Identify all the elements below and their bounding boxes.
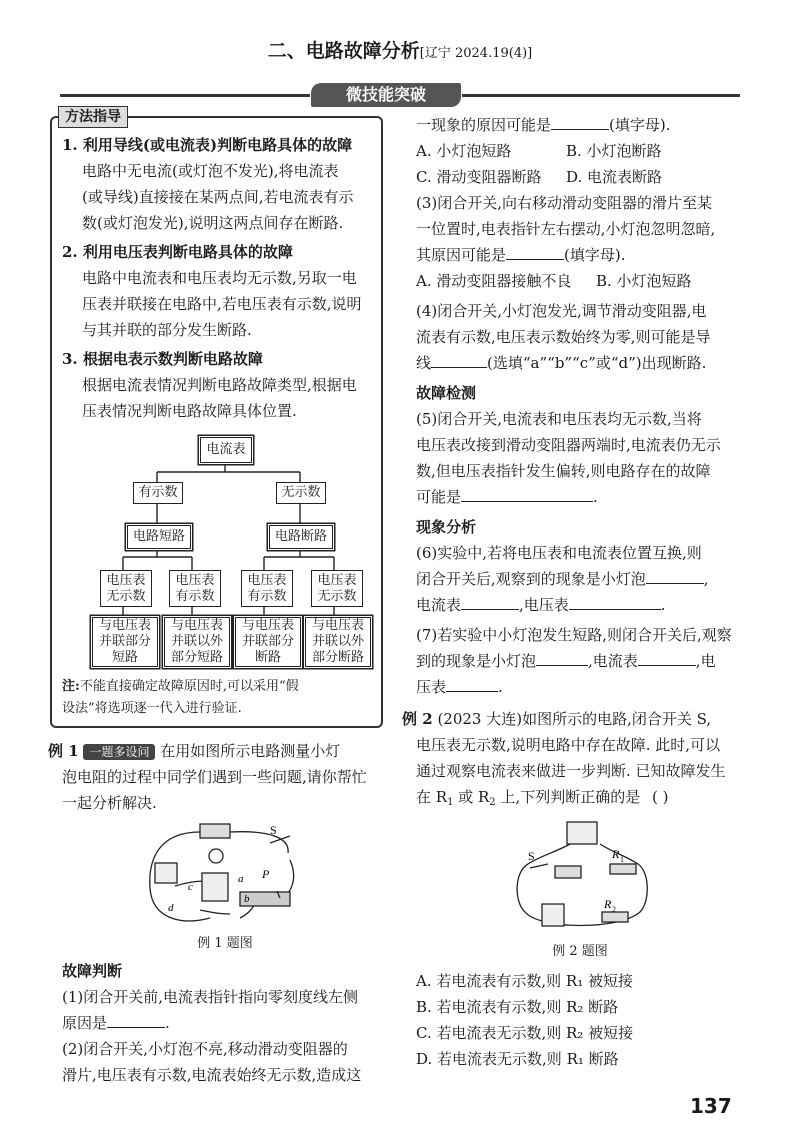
question-text: (5)闭合开关,电流表和电压表均无示数,当将 [416, 410, 702, 428]
flow-no-reading: 无示数 [276, 482, 326, 504]
option-b[interactable]: B. 小灯泡短路 [596, 272, 692, 290]
figure-label-r1: R [612, 847, 620, 861]
answer-blank[interactable] [431, 351, 487, 368]
question-text: 可能是 [416, 488, 462, 506]
question-text: 电压表改接到滑动变阻器两端时,电流表仍无示 [416, 436, 721, 454]
question-text: 其原因可能是 [416, 246, 507, 264]
option-b[interactable]: B. 若电流表有示数,则 R₂ 断路 [416, 998, 619, 1016]
section-heading: 现象分析 [416, 518, 477, 536]
flow-result: 与电压表并联部分断路 [235, 617, 301, 667]
example-2-text: 通过观察电流表来做进一步判断. 已知故障发生 [416, 762, 726, 780]
question-text: ,电压表 [519, 596, 569, 614]
question-text: 线 [416, 354, 432, 372]
method-tag: 方法指导 [58, 106, 128, 128]
source-tag: [辽宁 2024.19(4)] [419, 46, 533, 61]
answer-blank[interactable] [638, 649, 696, 666]
example-2-text: 在 R [416, 788, 448, 806]
example-1-text: 一起分析解决. [62, 794, 157, 812]
figure-label-d: d [168, 902, 174, 914]
flow-result: 与电压表并联部分短路 [92, 617, 158, 667]
question-text: ,电 [695, 652, 716, 670]
figure-label-r2: R [604, 897, 612, 911]
answer-blank[interactable] [461, 593, 519, 610]
method-point-2-line: 电路中电流表和电压表均无示数,另取一电 [82, 269, 357, 287]
banner: 微技能突破 [311, 83, 461, 107]
flow-open-circuit: 电路断路 [269, 525, 333, 549]
figure-label-s: S [528, 849, 535, 863]
question-text: 原因是 . [62, 1010, 170, 1036]
note-label: 注: [62, 679, 80, 694]
method-point-2-line: 压表并联接在电路中,若电压表有示数,说明 [82, 295, 362, 313]
question-text: 压表 . [416, 674, 503, 700]
question-text: 原因是 [62, 1014, 108, 1032]
figure-caption: 例 2 题图 [552, 944, 608, 959]
example-2-line [402, 706, 711, 732]
question-text: 可能是 . [416, 484, 598, 510]
divider-left [60, 94, 310, 97]
flow-result: 与电压表并联以外部分断路 [305, 617, 371, 667]
flow-voltmeter-has: 电压表有示数 [241, 570, 293, 607]
question-text: 电流表 ,电压表 . [416, 592, 666, 618]
question-text: 滑片,电压表有示数,电流表始终无示数,造成这 [62, 1066, 362, 1084]
example-2-text: 在 $R_1$ 或 $R_2$ 上,下列判断正确的是 [416, 788, 641, 808]
question-text: ,电流表 [588, 652, 638, 670]
figure-label-b: b [244, 893, 250, 905]
question-text: 流表有示数,电压表示数始终为零,则可能是导 [416, 328, 711, 346]
divider-right [462, 94, 740, 97]
method-point-1-line: 数(或灯泡发光),说明这两点间存在断路. [82, 214, 344, 232]
page-number: 137 [690, 1094, 732, 1118]
figure-label-p: P [262, 867, 270, 881]
question-text: 一现象的原因可能是 [416, 116, 552, 134]
answer-blank[interactable] [107, 1011, 165, 1028]
option-d[interactable]: D. 电流表断路 [566, 168, 663, 186]
method-point-3-line: 根据电流表情况判断电路故障类型,根据电 [82, 376, 357, 394]
note-text: 不能直接确定故障原因时,可以采用“假 [79, 679, 299, 694]
question-text: (7)若实验中小灯泡发生短路,则闭合开关后,观察 [416, 626, 732, 644]
multi-question-tag: 一题多设问 [83, 744, 155, 760]
example-2-text: 或 R [453, 788, 490, 806]
question-text: (3)闭合开关,向右移动滑动变阻器的滑片至某 [416, 194, 713, 212]
section-title: 二、电路故障分析 [267, 40, 420, 62]
answer-blank[interactable] [569, 593, 661, 610]
option-d[interactable]: D. 若电流表无示数,则 R₁ 断路 [416, 1050, 619, 1068]
method-point-1-line: 电路中无电流(或灯泡不发光),将电流表 [82, 162, 339, 180]
question-text [416, 648, 716, 674]
question-text [416, 350, 706, 376]
answer-parentheses[interactable]: ( ) [652, 788, 669, 806]
question-text: (6)实验中,若将电压表和电流表位置互换,则 [416, 544, 702, 562]
method-point-1-line: (或导线)直接接在某两点间,若电流表有示 [82, 188, 354, 206]
figure-label-r2-sub: 2 [612, 905, 616, 914]
question-text: (4)闭合开关,小灯泡发光,调节滑动变阻器,电 [416, 302, 707, 320]
example-1-label: 例 1 [48, 742, 79, 760]
question-text: (1)闭合开关前,电流表指针指向零刻度线左侧 [62, 988, 359, 1006]
method-point-2-title: 2. 利用电压表判断电路具体的故障 [62, 243, 293, 261]
question-text [416, 242, 626, 268]
note-text: 设法”将选项逐一代入进行验证. [62, 701, 242, 716]
figure-label-s: S [270, 823, 277, 837]
example-2-text: (2023 大连)如图所示的电路,闭合开关 S, [437, 710, 712, 728]
question-text: (填字母). [609, 116, 671, 134]
figure-caption: 例 1 题图 [197, 936, 253, 951]
flow-voltmeter-has: 电压表有示数 [169, 570, 221, 607]
question-text: 数,但电压表指针发生偏转,则电路存在的故障 [416, 462, 711, 480]
answer-blank[interactable] [536, 649, 588, 666]
flow-result: 与电压表并联以外部分短路 [164, 617, 230, 667]
example-1-circuit-figure [140, 818, 310, 930]
example-1-text: 泡电阻的过程中同学们遇到一些问题,请你帮忙 [62, 768, 367, 786]
method-point-1-title: 1. 利用导线(或电流表)判断电路具体的故障 [62, 136, 353, 154]
answer-blank[interactable] [551, 113, 609, 130]
flow-voltmeter-none: 电压表无示数 [311, 570, 363, 607]
example-1-text: 在用如图所示电路测量小灯 [160, 742, 341, 760]
section-heading: 故障判断 [62, 962, 123, 980]
method-point-2-line: 与其并联的部分发生断路. [82, 321, 252, 339]
figure-label-r1-sub: 1 [620, 855, 624, 864]
question-text [416, 112, 671, 138]
option-a[interactable]: A. 若电流表有示数,则 R₁ 被短接 [416, 972, 633, 990]
question-text: 闭合开关后,观察到的现象是小灯泡 , [416, 566, 709, 592]
figure-label-c: c [188, 881, 193, 893]
option-a[interactable]: A. 滑动变阻器接触不良 [416, 272, 572, 290]
answer-blank[interactable] [506, 243, 564, 260]
example-2-label: 例 2 [402, 710, 433, 728]
option-b[interactable]: B. 小灯泡断路 [566, 142, 662, 160]
example-1-line [48, 738, 340, 764]
flow-voltmeter-none: 电压表无示数 [100, 570, 152, 607]
section-heading: 故障检测 [416, 384, 477, 402]
option-a[interactable]: A. 小灯泡短路 [416, 142, 512, 160]
question-text: (选填“a”“b”“c”或“d”)出现断路. [487, 354, 707, 372]
answer-blank[interactable] [646, 567, 704, 584]
answer-blank[interactable] [446, 675, 498, 692]
example-2-text: 上,下列判断正确的是 [495, 788, 641, 806]
method-point-3-title: 3. 根据电表示数判断电路故障 [62, 350, 263, 368]
example-2-circuit-figure [500, 812, 660, 937]
page-title [0, 36, 800, 63]
question-text: 电流表 [416, 596, 462, 614]
example-2-text: 电压表无示数,说明电路中存在故障. 此时,可以 [416, 736, 721, 754]
answer-blank[interactable] [461, 485, 593, 502]
flow-has-reading: 有示数 [133, 482, 183, 504]
question-text: 到的现象是小灯泡 [416, 652, 537, 670]
method-point-3-line: 压表情况判断电路故障具体位置. [82, 402, 297, 420]
figure-label-a: a [238, 873, 244, 885]
question-text: (2)闭合开关,小灯泡不亮,移动滑动变阻器的 [62, 1040, 348, 1058]
question-text: 闭合开关后,观察到的现象是小灯泡 [416, 570, 646, 588]
flow-root: 电流表 [200, 437, 252, 463]
question-text: 压表 [416, 678, 447, 696]
option-c[interactable]: C. 滑动变阻器断路 [416, 168, 542, 186]
option-c[interactable]: C. 若电流表无示数,则 R₂ 被短接 [416, 1024, 634, 1042]
method-note [62, 676, 299, 698]
question-text: 一位置时,电表指针左右摆动,小灯泡忽明忽暗, [416, 220, 716, 238]
flow-short-circuit: 电路短路 [127, 525, 191, 549]
question-text: (填字母). [564, 246, 626, 264]
